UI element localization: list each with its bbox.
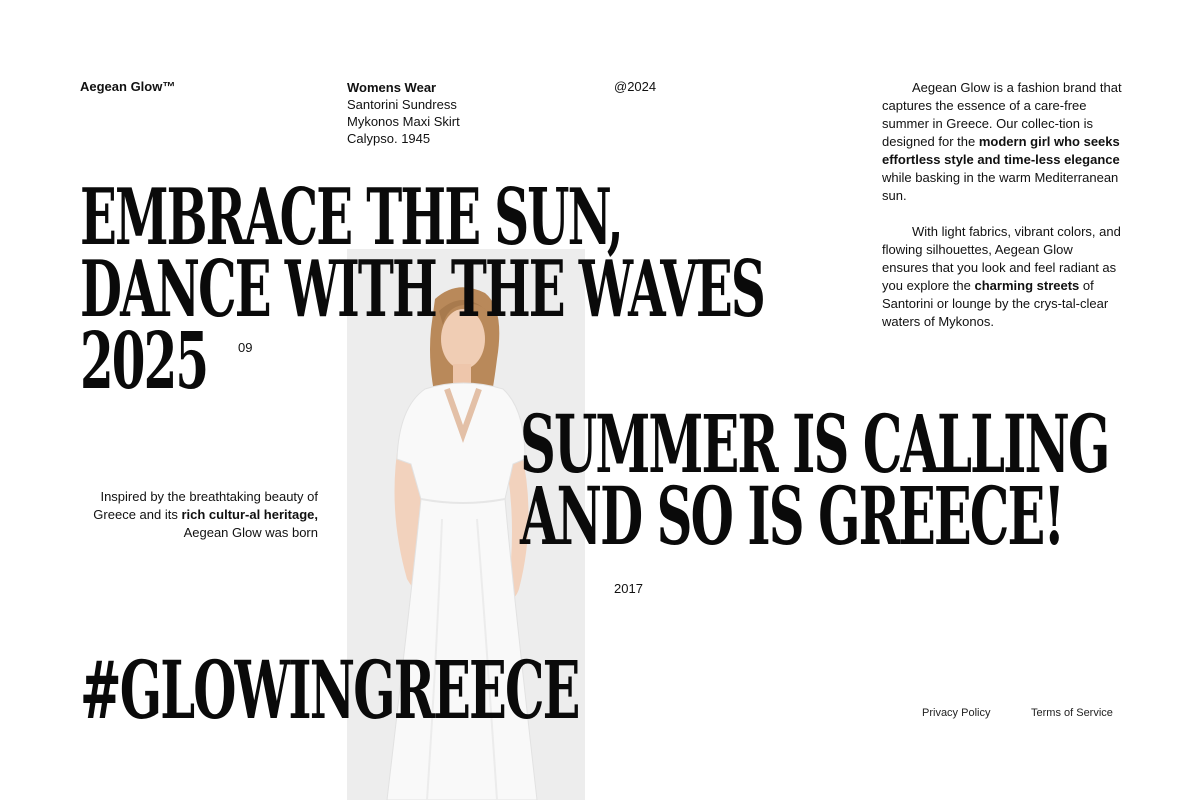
number-tag: 09 bbox=[238, 340, 253, 355]
brand-logo[interactable]: Aegean Glow™ bbox=[80, 79, 176, 94]
about-p2-tail: of Santorini or lounge by the crys-tal-clear waters of Mykonos. bbox=[882, 278, 1109, 329]
nav-heading: Womens Wear bbox=[347, 80, 437, 95]
secondary-headline bbox=[520, 397, 1109, 563]
inspired-text-bold: rich cultur-al heritage, bbox=[181, 507, 318, 522]
nav-item-calypso[interactable]: Calypso. 1945 bbox=[347, 131, 431, 146]
hero-headline bbox=[80, 172, 765, 407]
hero-headline-line-3: 2025 bbox=[80, 316, 208, 407]
privacy-policy-link[interactable]: Privacy Policy bbox=[922, 707, 991, 719]
inspired-text-a: Inspired by the breathtaking beauty of Greece and its bbox=[93, 489, 318, 522]
about-p1-tail: while basking in the warm Mediterranean sun. bbox=[882, 170, 1119, 203]
hero-headline-line-2: DANCE WITH THE WAVES bbox=[80, 244, 765, 335]
inspired-text-c: Aegean Glow was born bbox=[183, 525, 318, 540]
about-p2-text: With light fabrics, vibrant colors, and flowing silhouettes, Aegean Glow ensures that you look and feel radiant as you explore the bbox=[882, 224, 1121, 293]
nav-item-mykonos-maxi-skirt[interactable]: Mykonos Maxi Skirt bbox=[347, 114, 460, 129]
inspired-text bbox=[80, 488, 318, 542]
about-p1-text: Aegean Glow is a fashion brand that captures the essence of a care-free summer in Greece. Our collec-tion is designed for the bbox=[882, 80, 1122, 149]
about-text bbox=[882, 79, 1122, 349]
founded-year: 2017 bbox=[614, 581, 643, 596]
hero-headline-line-1: EMBRACE THE SUN, bbox=[80, 172, 622, 263]
about-p1-bold: modern girl who seeks effortless style and time-less elegance bbox=[882, 134, 1120, 167]
about-p2-bold: charming streets bbox=[974, 278, 1080, 293]
year-label: @2024 bbox=[614, 79, 657, 94]
about-paragraph-2 bbox=[882, 223, 1122, 331]
about-paragraph-1 bbox=[882, 79, 1122, 205]
nav-item-santorini-sundress[interactable]: Santorini Sundress bbox=[347, 97, 457, 112]
collection-nav bbox=[347, 79, 460, 147]
hashtag-headline: #GLOWINGREECE bbox=[80, 643, 579, 737]
secondary-headline-line-1: SUMMER IS CALLING bbox=[520, 397, 1109, 491]
secondary-headline-line-2: AND SO IS GREECE! bbox=[520, 469, 1064, 563]
terms-of-service-link[interactable]: Terms of Service bbox=[1031, 707, 1113, 719]
